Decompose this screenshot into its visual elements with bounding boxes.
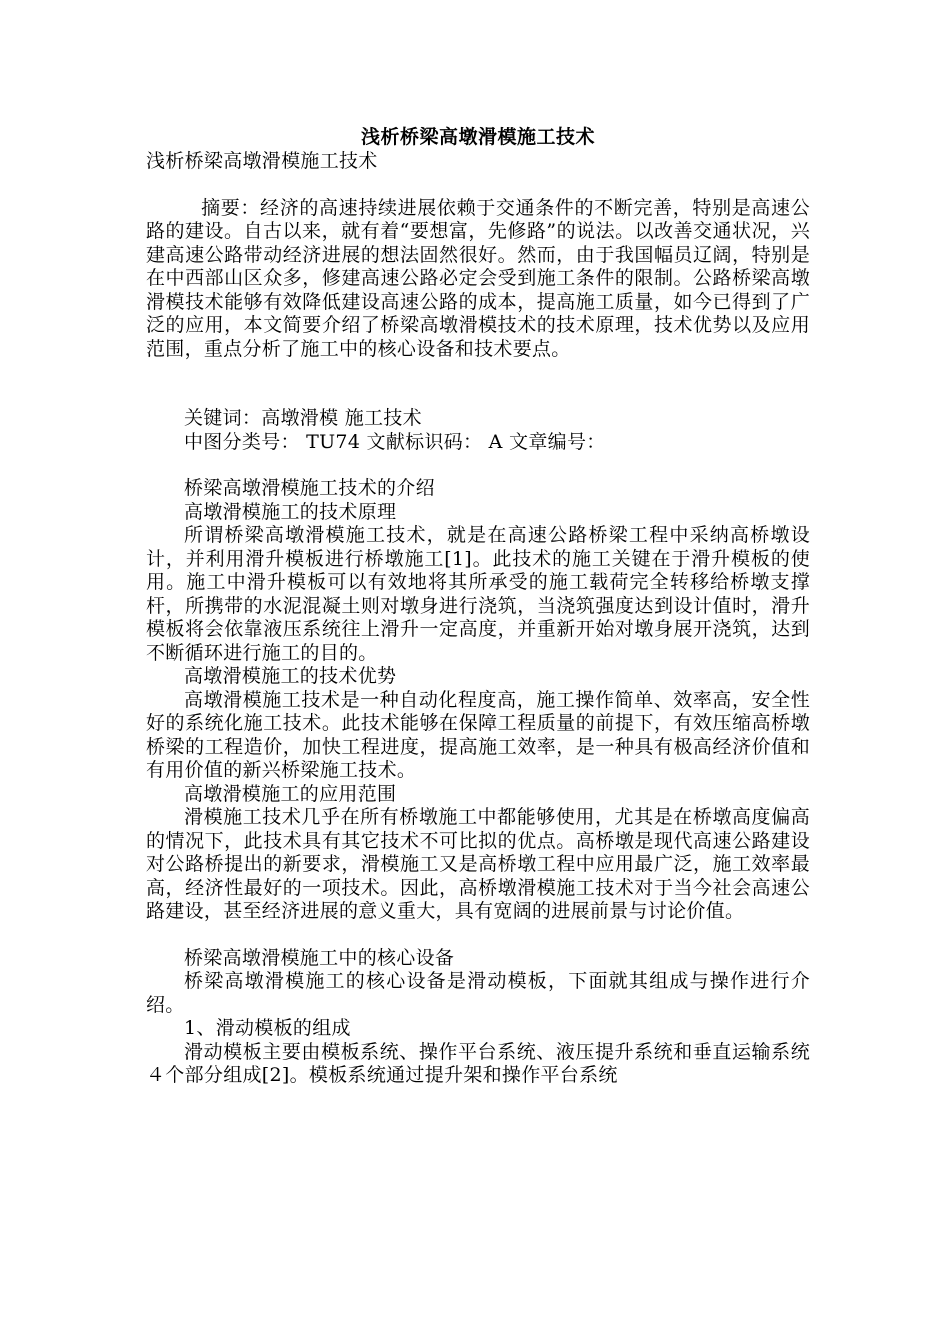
section-heading: 桥梁高墩滑模施工中的核心设备 — [184, 946, 455, 969]
abstract-paragraph: 摘要：经济的高速持续进展依赖于交通条件的不断完善，特别是高速公路的建设。自古以来，就有着“要想富，先修路”的说法。以改善交通状况，兴建高速公路带动经济进展的想法固然很好。然而，由于我国幅员辽阔，特别是在中西部山区众多，修建高速公路必定会受到施工条件的限制。公路桥梁高墩滑模技术能够有效降低建设高速公路的成本，提高施工质量，如今已得到了广泛的应用，本文简要介绍了桥梁高墩滑模技术的技术原理，技术优势以及应用范围，重点分析了施工中的核心设备和技术要点。 — [146, 196, 810, 360]
body-paragraph: 所谓桥梁高墩滑模施工技术，就是在高速公路桥梁工程中采纳高桥墩设计，并利用滑升模板进行桥墩施工[1]。此技术的施工关键在于滑升模板的使用。施工中滑升模板可以有效地将其所承受的施工载荷完全转移给桥墩支撑杆，所携带的水泥混凝土则对墩身进行浇筑，当浇筑强度达到设计值时，滑升模板将会依靠液压系统往上滑升一定高度，并重新开始对墩身展开浇筑，达到不断循环进行施工的目的。 — [146, 524, 810, 664]
body-paragraph: 滑动模板主要由模板系统、操作平台系统、液压提升系统和垂直运输系统４个部分组成[2]。模板系统通过提升架和操作平台系统 — [146, 1040, 810, 1086]
spacer — [146, 454, 810, 477]
body-paragraph: 桥梁高墩滑模施工的核心设备是滑动模板，下面就其组成与操作进行介绍。 — [146, 970, 810, 1016]
section-heading: 桥梁高墩滑模施工技术的介绍 — [184, 477, 435, 499]
body-paragraph: 高墩滑模施工技术是一种自动化程度高，施工操作简单、效率高，安全性好的系统化施工技术。此技术能够在保障工程质量的前提下，有效压缩高桥墩桥梁的工程造价，加快工程进度，提高施工效率，是一种具有极高经济价值和有用价值的新兴桥梁施工技术。 — [146, 688, 810, 781]
subsection-heading: 1、滑动模板的组成 — [184, 1017, 351, 1039]
body-paragraph: 滑模施工技术几乎在所有桥墩施工中都能够使用，尤其是在桥墩高度偏高的情况下，此技术具有其它技术不可比拟的优点。高桥墩是现代高速公路建设对公路桥提出的新要求，滑模施工又是高桥墩工程中应用最广泛，施工效率最高，经济性最好的一项技术。因此，高桥墩滑模施工技术对于当今社会高速公路建设，甚至经济进展的意义重大，具有宽阔的进展前景与讨论价值。 — [146, 806, 810, 922]
document-page — [146, 124, 810, 1088]
spacer — [146, 174, 810, 197]
subsection-heading: 高墩滑模施工的技术原理 — [184, 500, 397, 523]
subsection-heading: 高墩滑模施工的技术优势 — [184, 665, 397, 687]
spacer — [146, 361, 810, 407]
subsection-heading: 高墩滑模施工的应用范围 — [184, 782, 397, 805]
document-title: 浅析桥梁高墩滑模施工技术 — [360, 126, 595, 148]
spacer — [146, 924, 810, 947]
classification-line: 中图分类号： TU74 文献标识码： A 文章编号： — [184, 430, 606, 453]
document-subtitle: 浅析桥梁高墩滑模施工技术 — [146, 150, 378, 172]
keywords-line: 关键词：高墩滑模 施工技术 — [184, 407, 422, 429]
